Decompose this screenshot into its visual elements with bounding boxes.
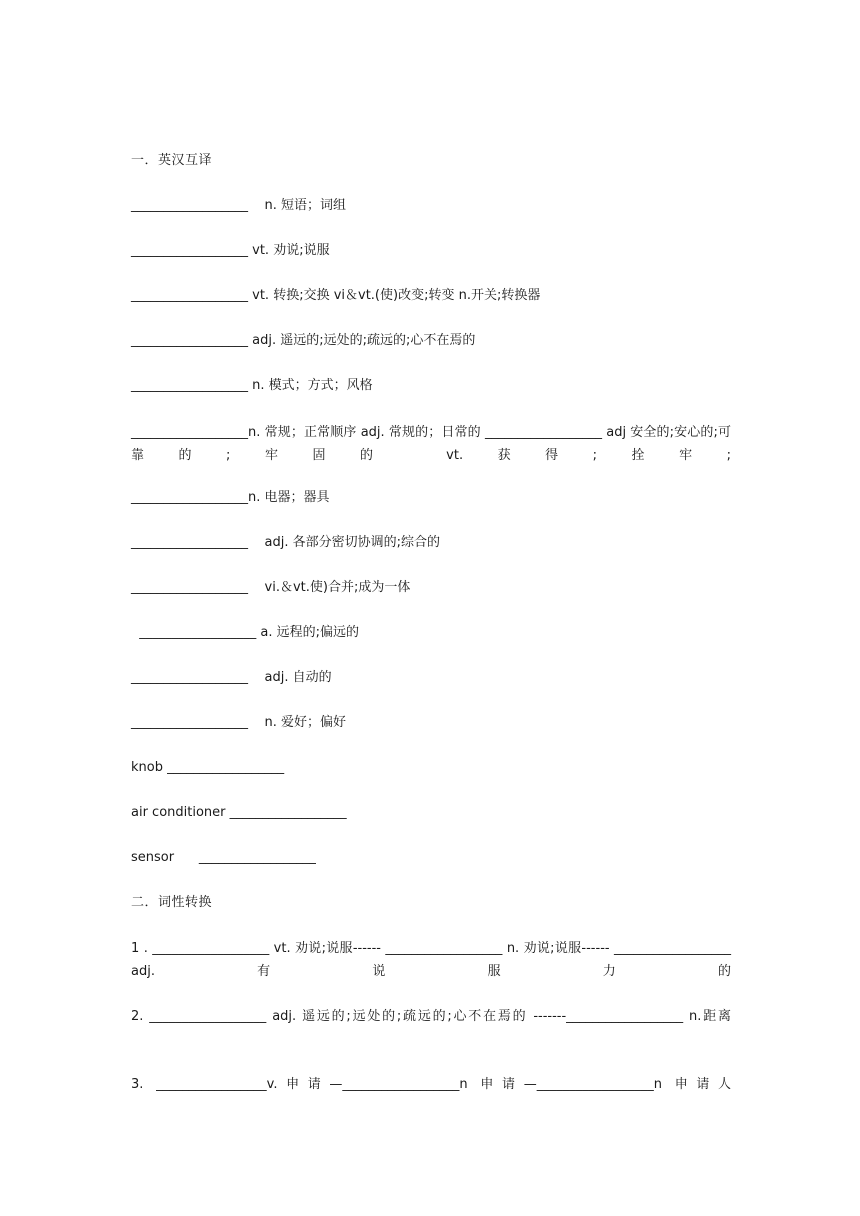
translation-item-9: __________________ vi.＆vt.使)合并;成为一体 (131, 580, 411, 595)
translation-item-12: __________________ n. 爱好；偏好 (131, 715, 347, 730)
translation-item-15: sensor __________________ (131, 850, 316, 865)
conversion-item-1: 1 . __________________ vt. 劝说;说服------ __________________ n. 劝说;说服------ __________________ adj.有说服力的 (131, 941, 731, 979)
translation-item-14: air conditioner __________________ (131, 805, 347, 820)
section-2-title: 二．词性转换 (131, 895, 213, 910)
translation-item-11: __________________ adj. 自动的 (131, 670, 332, 685)
conversion-item-3: 3. _________________v.申请—__________________n 申请—__________________n 申请人 (131, 1077, 731, 1092)
translation-item-13: knob __________________ (131, 760, 285, 775)
translation-item-3: __________________ vt. 转换;交换 vi＆vt.(使)改变;转变 n.开关;转换器 (131, 288, 541, 303)
translation-item-10: __________________ a. 远程的;偏远的 (131, 625, 360, 640)
translation-item-5: __________________ n. 模式；方式；风格 (131, 378, 373, 393)
conversion-item-2: 2. __________________ adj. 遥远的;远处的;疏远的;心不在焉的 -------__________________ n.距离 (131, 1009, 731, 1024)
translation-item-7: __________________n. 电器；器具 (131, 490, 330, 505)
translation-item-6: __________________n. 常规；正常顺序 adj. 常规的；日常的 __________________ adj 安全的;安心的;可靠的;牢固的 vt.获得;拴牢; (131, 425, 731, 463)
translation-item-8: __________________ adj. 各部分密切协调的;综合的 (131, 535, 441, 550)
translation-item-1: __________________ n. 短语；词组 (131, 198, 347, 213)
section-1-title: 一．英汉互译 (131, 153, 213, 168)
translation-item-4: __________________ adj. 遥远的;远处的;疏远的;心不在焉的 (131, 333, 476, 348)
translation-item-2: __________________ vt. 劝说;说服 (131, 243, 330, 258)
